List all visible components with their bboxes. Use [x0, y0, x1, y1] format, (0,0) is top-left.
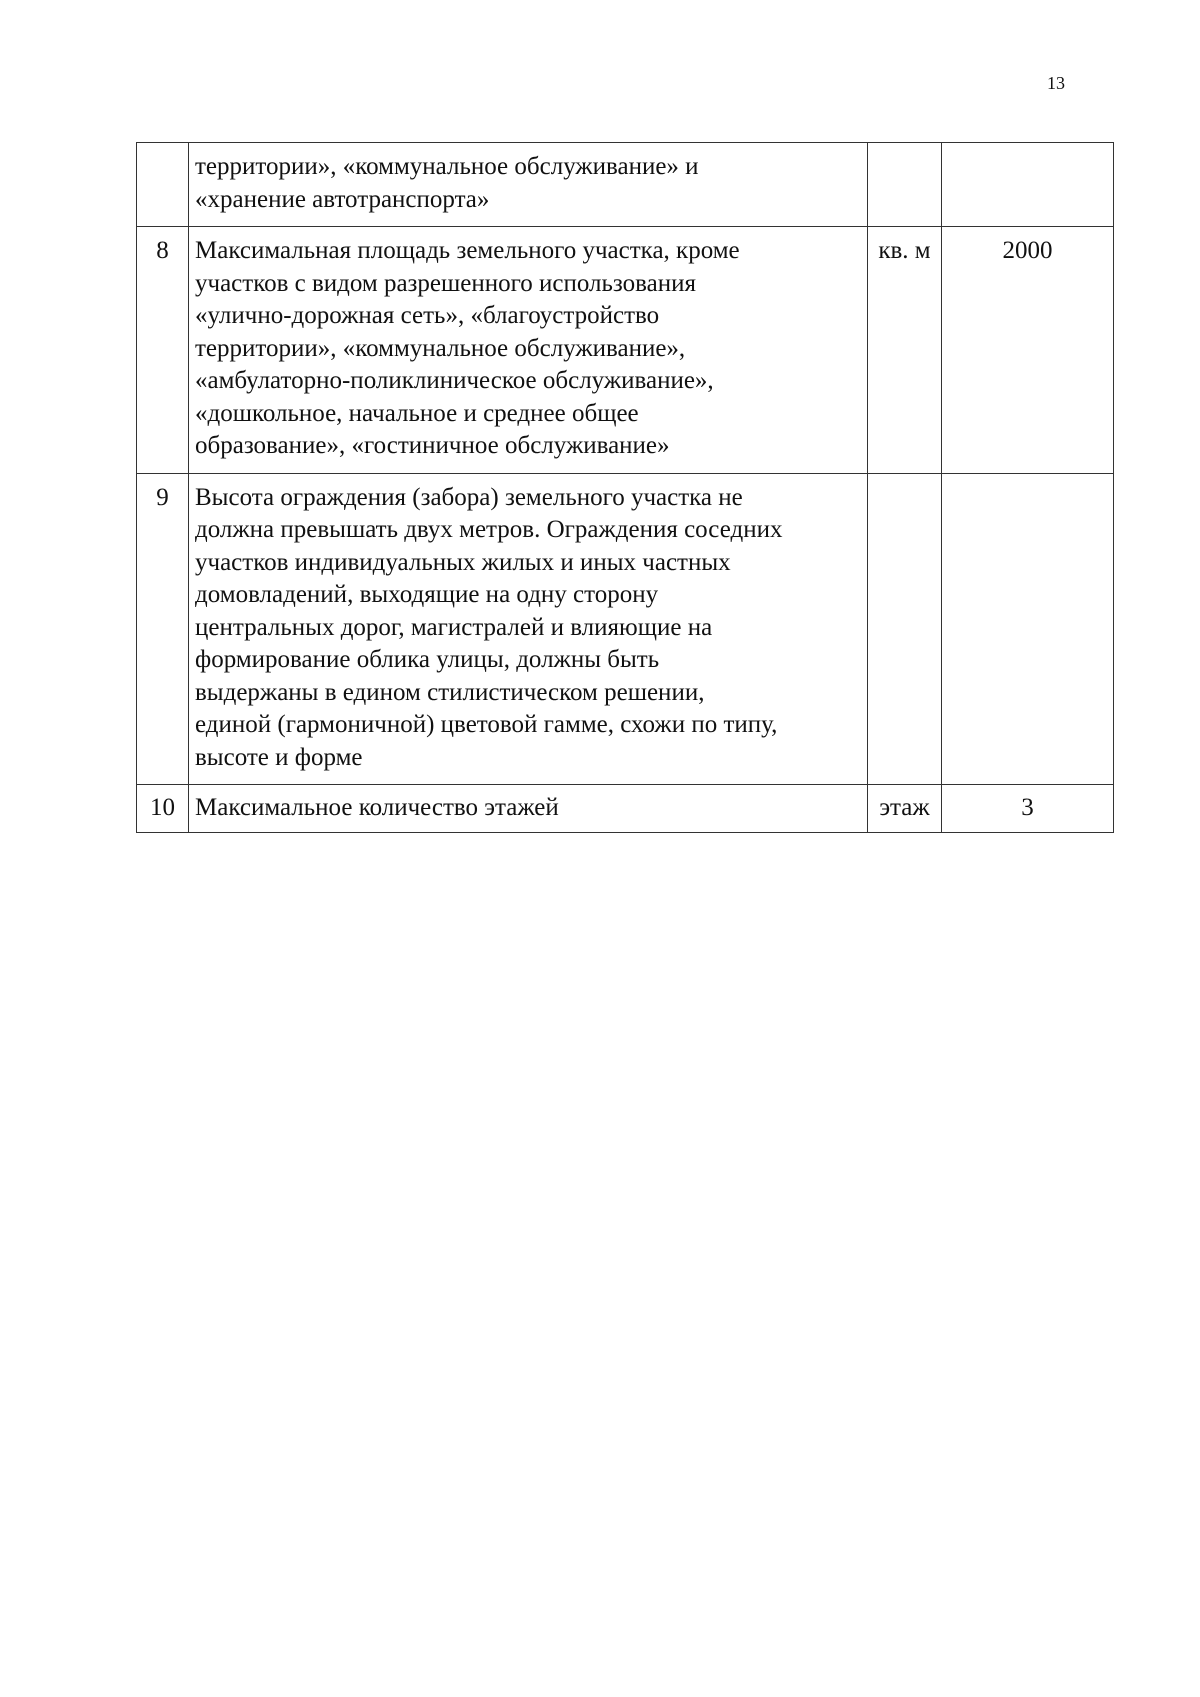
table-row	[137, 143, 1114, 227]
row-number-cell: 9	[137, 473, 189, 785]
row-unit-cell	[868, 473, 942, 785]
table-row	[137, 785, 1114, 833]
row-description-cell	[189, 473, 868, 785]
description-line: территории», «коммунальное обслуживание» и	[195, 153, 699, 180]
description-line: территории», «коммунальное обслуживание»,	[195, 334, 686, 362]
row-value-cell	[942, 143, 1114, 227]
row-unit-cell: этаж	[868, 785, 942, 833]
table-row	[137, 473, 1114, 785]
requirements-table	[136, 142, 1114, 833]
row-value-cell: 2000	[942, 227, 1114, 474]
description-line: «амбулаторно-поликлиническое обслуживание»,	[195, 367, 714, 394]
table-row	[137, 227, 1114, 474]
description-line: домовладений, выходящие на одну сторону	[195, 581, 659, 608]
description-line: «дошкольное, начальное и среднее общее	[195, 399, 639, 427]
description-line: Высота ограждения (забора) земельного участка не	[195, 483, 743, 511]
description-line: участков с видом разрешенного использования	[195, 269, 696, 297]
row-unit-cell: кв. м	[868, 227, 942, 474]
page-number: 13	[1047, 73, 1065, 93]
description-line: образование», «гостиничное обслуживание»	[195, 432, 670, 459]
row-number-cell: 10	[137, 785, 189, 833]
description-line: «улично-дорожная сеть», «благоустройство	[195, 302, 660, 329]
description-line: центральных дорог, магистралей и влияющие на	[195, 613, 713, 641]
description-line: выдержаны в едином стилистическом решении,	[195, 678, 705, 706]
description-line: участков индивидуальных жилых и иных частных	[195, 548, 731, 576]
description-line: единой (гармоничной) цветовой гамме, схожи по типу,	[195, 711, 778, 738]
row-unit-cell	[868, 143, 942, 227]
row-description-cell	[189, 143, 868, 227]
description-line: формирование облика улицы, должны быть	[195, 646, 660, 673]
row-number-cell	[137, 143, 189, 227]
row-value-cell	[942, 473, 1114, 785]
description-line: Максимальная площадь земельного участка, кроме	[195, 237, 740, 264]
row-description-cell	[189, 785, 868, 833]
row-number-cell: 8	[137, 227, 189, 474]
row-description-cell	[189, 227, 868, 474]
description-line: высоте и форме	[195, 743, 363, 771]
description-line: «хранение автотранспорта»	[195, 185, 490, 213]
description-line: Максимальное количество этажей	[195, 794, 559, 821]
row-value-cell: 3	[942, 785, 1114, 833]
description-line: должна превышать двух метров. Ограждения соседних	[195, 516, 783, 543]
